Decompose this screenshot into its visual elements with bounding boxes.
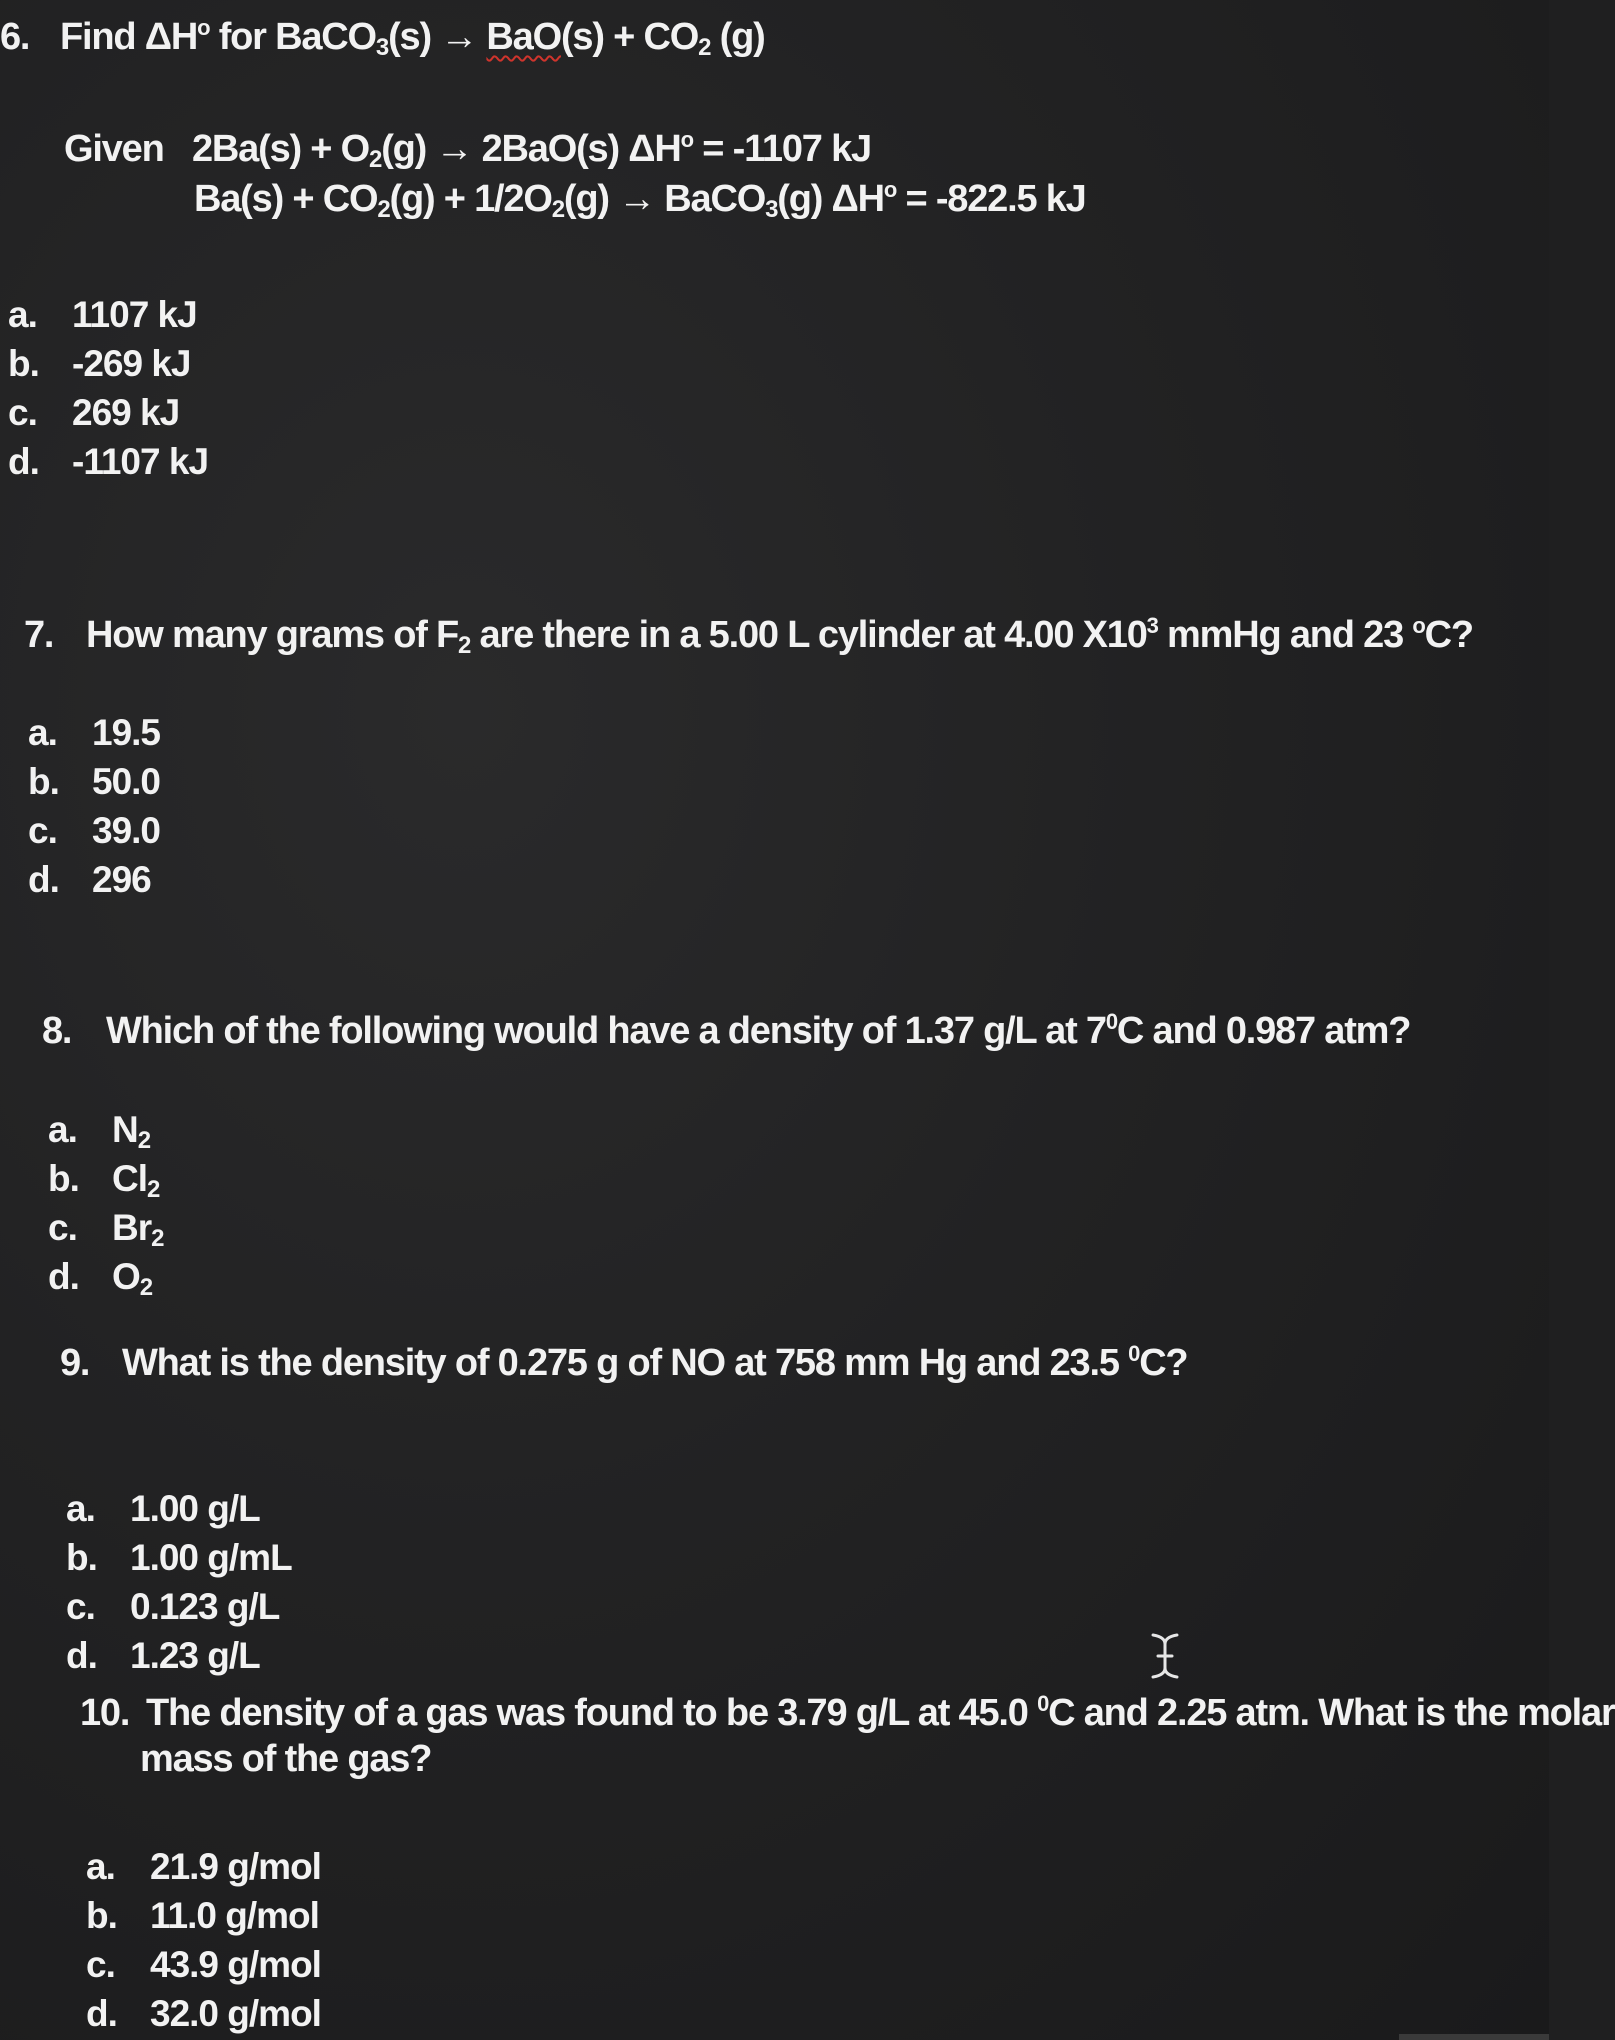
option-6a[interactable]: a. 1107 kJ xyxy=(8,294,197,335)
given-equation-2: $Ba(s) + CO_2(g) + 1/2O_2(g)$ → BaCO$_3$(g) $\Delta H^o = -822.5$ kJ xyxy=(194,177,1086,223)
question-10-text-line-2: mass of the gas? xyxy=(140,1738,432,1780)
option-9c[interactable]: c. 0.123 g/L xyxy=(66,1586,280,1627)
question-9-options xyxy=(66,1484,292,1680)
option-10a[interactable]: a. 21.9 g/mol xyxy=(86,1846,321,1887)
option-10d[interactable]: d. 32.0 g/mol xyxy=(86,1993,321,2034)
question-6-text: 6. Find $\Delta H^o$ for BaCO$_3$(s) → $BaO(s) + CO_2$ (g) xyxy=(0,15,765,61)
option-7d[interactable]: d. 296 xyxy=(28,859,151,900)
screen-edge-bar xyxy=(1399,2034,1549,2040)
spellcheck-marked-word[interactable]: BaO xyxy=(486,16,561,58)
option-6b[interactable]: b. -269 kJ xyxy=(8,343,191,384)
option-6d[interactable]: d. -1107 kJ xyxy=(8,441,209,482)
option-8c[interactable]: c. $Br_2$ xyxy=(48,1207,164,1252)
option-10c[interactable]: c. 43.9 g/mol xyxy=(86,1944,321,1985)
option-9d[interactable]: d. 1.23 g/L xyxy=(66,1635,260,1676)
question-8-options xyxy=(48,1105,163,1301)
question-6-options xyxy=(8,290,208,486)
option-8b[interactable]: b. $Cl_2$ xyxy=(48,1158,160,1203)
question-6 xyxy=(0,14,765,60)
question-6-given xyxy=(64,124,1086,224)
question-10-options xyxy=(86,1842,321,2038)
question-10-text: 10. The density of a gas was found to be 3.79 g/L at 45.0 $^0$C and 2.25 atm. What is the molar mass of the gas? xyxy=(80,1691,1615,1780)
option-7b[interactable]: b. 50.0 xyxy=(28,761,161,802)
question-8-text: 8. Which of the following would have a density of 1.37 g/L at $7^0C$ and 0.987 atm? xyxy=(42,1009,1411,1052)
option-6c[interactable]: c. 269 kJ xyxy=(8,392,180,433)
option-9a[interactable]: a. 1.00 g/L xyxy=(66,1488,260,1529)
question-9 xyxy=(60,1340,1187,1386)
option-8d[interactable]: d. $O_2$ xyxy=(48,1256,153,1301)
question-7-number: 7. xyxy=(24,614,54,656)
option-7a[interactable]: a. 19.5 xyxy=(28,712,161,753)
option-7c[interactable]: c. 39.0 xyxy=(28,810,161,851)
question-8 xyxy=(42,1008,1410,1054)
question-7 xyxy=(24,612,1473,658)
question-6-number: 6. xyxy=(0,16,30,58)
text-cursor-icon xyxy=(1150,1632,1180,1680)
option-8a[interactable]: a. $N_2$ xyxy=(48,1109,151,1154)
question-10-number: 10. xyxy=(80,1692,130,1734)
question-7-text: 7. How many grams of $F_2$ are there in a 5.00 L cylinder at 4.00 $X10^3$ mmHg and 23 $^o$C? xyxy=(24,613,1473,659)
option-9b[interactable]: b. 1.00 g/mL xyxy=(66,1537,292,1578)
option-10b[interactable]: b. 11.0 g/mol xyxy=(86,1895,319,1936)
question-10 xyxy=(80,1690,1615,1782)
given-equation-1: Given $2Ba(s) + O_2(g) \to 2BaO(s) \Delta H^o = -1107$ kJ xyxy=(64,124,1086,174)
question-9-text: 9. What is the density of 0.275 g of NO at 758 mm Hg and 23.5 $^0$C? xyxy=(60,1341,1188,1384)
question-8-number: 8. xyxy=(42,1010,72,1052)
given-label: Given xyxy=(64,128,164,170)
question-9-number: 9. xyxy=(60,1342,90,1384)
question-7-options xyxy=(28,708,160,904)
